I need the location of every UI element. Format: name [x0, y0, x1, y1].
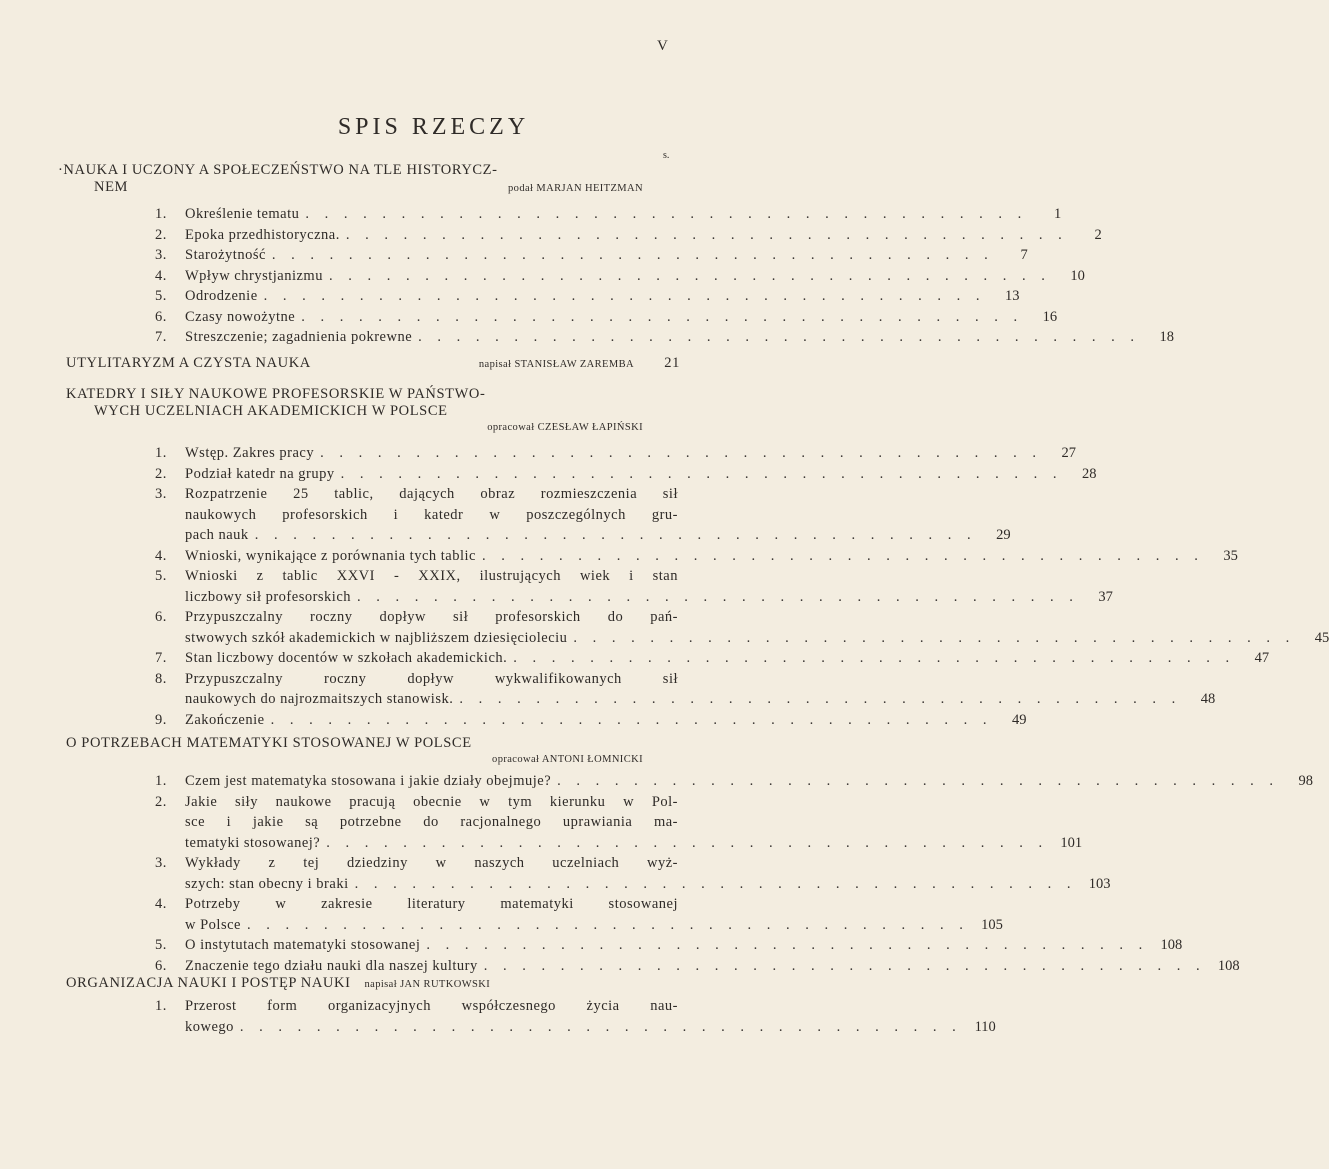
dot-leader: . . . . . . . . . . . . . . . . . . . . . . . . . . . . . . . . . . . . . .: [263, 288, 986, 304]
page-column-label: s.: [663, 150, 670, 161]
toc-entry: [155, 935, 1183, 956]
entry-line: [185, 792, 678, 813]
entry-page: 108: [1217, 957, 1240, 974]
entry-page: 105: [981, 916, 1003, 933]
dot-leader: . . . . . . . . . . . . . . . . . . . . . . . . . . . . . . . . . . . . . .: [481, 547, 1204, 564]
entry-line: [185, 956, 1240, 977]
toc-entry: [155, 443, 1076, 464]
entry-line: [185, 484, 678, 505]
entry-page: 18: [1159, 329, 1175, 345]
entry-text: szych: stan obecny i braki: [185, 875, 349, 892]
entry-number: 1.: [155, 445, 167, 461]
toc-entry: [155, 245, 1028, 266]
entry-page: 45: [1314, 629, 1329, 646]
section-title: KATEDRY I SIŁY NAUKOWE PROFESORSKIE W PAŃSTWO-: [66, 386, 486, 402]
dot-leader: . . . . . . . . . . . . . . . . . . . . . . . . . . . . . . . . . . . . . .: [483, 957, 1206, 974]
section-title: O POTRZEBACH MATEMATYKI STOSOWANEJ W POLSCE: [66, 735, 472, 751]
entry-text: stwowych szkół akademickich w najbliższem dziesięcioleciu: [185, 629, 568, 646]
entry-text: Podział katedr na grupy: [185, 465, 335, 482]
page-number: V: [657, 38, 668, 54]
entry-line: [185, 915, 1003, 936]
entry-body: [185, 935, 1183, 956]
entry-text: Wykłady z tej dziedziny w naszych uczelniach wyż-: [185, 855, 678, 871]
entry-page: 29: [996, 527, 1011, 543]
entry-line: [185, 853, 678, 874]
entry-text: Wnioski z tablic XXVI - XXIX, ilustrujących wiek i stan: [185, 568, 678, 584]
entry-page: 35: [1223, 547, 1238, 564]
section-heading: [66, 355, 680, 372]
dot-leader: . . . . . . . . . . . . . . . . . . . . . . . . . . . . . . . . . . . . . .: [557, 773, 1280, 789]
dot-leader: . . . . . . . . . . . . . . . . . . . . . . . . . . . . . . . . . . . . . .: [239, 1018, 962, 1035]
entry-body: [185, 566, 1113, 607]
entry-list: [155, 204, 1175, 348]
dot-leader: . . . . . . . . . . . . . . . . . . . . . . . . . . . . . . . . . . . . . .: [357, 588, 1079, 605]
entry-line: [185, 996, 678, 1017]
entry-text: Wpływ chrystjanizmu: [185, 267, 323, 284]
entry-body: [185, 307, 1058, 328]
entry-line: [185, 648, 1270, 669]
entry-line: [185, 443, 1076, 464]
entry-text: Stan liczbowy docentów w szkołach akademickich.: [185, 650, 508, 666]
entry-line: [185, 245, 1028, 266]
entry-line: [185, 1017, 996, 1038]
section-heading: [66, 386, 680, 433]
entry-body: [185, 546, 1238, 567]
entry-text: Zakończenie: [185, 711, 265, 728]
entry-number: 2.: [155, 226, 167, 243]
dot-leader: . . . . . . . . . . . . . . . . . . . . . . . . . . . . . . . . . . . . . .: [426, 937, 1149, 953]
section-byline: podał MARJAN HEITZMAN: [508, 183, 643, 194]
entry-page: 16: [1042, 308, 1058, 325]
entry-number: 9.: [155, 711, 167, 728]
dot-leader: . . . . . . . . . . . . . . . . . . . . . . . . . . . . . . . . . . . . . .: [345, 226, 1068, 243]
dot-leader: . . . . . . . . . . . . . . . . . . . . . . . . . . . . . . . . . . . . . .: [326, 834, 1049, 851]
entry-line: [185, 874, 1111, 895]
entry-page: 110: [974, 1018, 996, 1035]
toc-entry: [155, 853, 1111, 894]
toc-entry: [155, 669, 1216, 710]
entry-line: [185, 546, 1238, 567]
entry-number: 7.: [155, 329, 167, 345]
entry-body: [185, 792, 1083, 854]
entry-text: tematyki stosowanej?: [185, 834, 321, 851]
entry-page: 103: [1088, 875, 1111, 892]
entry-line: [185, 607, 678, 628]
toc-entry: [155, 710, 1027, 731]
entry-line: [185, 566, 678, 587]
entry-body: [185, 894, 1003, 935]
entry-number: 6.: [155, 957, 167, 974]
section-byline: napisał JAN RUTKOWSKI: [364, 979, 491, 990]
entry-page: 37: [1098, 588, 1113, 605]
entry-body: [185, 204, 1062, 225]
entry-number: 3.: [155, 486, 167, 502]
toc-entry: [155, 546, 1238, 567]
entry-line: [185, 505, 678, 526]
entry-body: [185, 669, 1216, 710]
entry-page: 47: [1254, 650, 1270, 666]
dot-leader: . . . . . . . . . . . . . . . . . . . . . . . . . . . . . . . . . . . . . .: [320, 445, 1042, 461]
entry-text: naukowych do najrozmaitszych stanowisk.: [185, 691, 454, 707]
entry-line: [185, 266, 1085, 287]
entry-line: [185, 833, 1083, 854]
entry-page: 13: [1005, 288, 1020, 304]
entry-page: 27: [1061, 445, 1076, 461]
entry-body: [185, 484, 1011, 546]
entry-line: [185, 669, 678, 690]
section-heading: [58, 162, 680, 196]
entry-line: [185, 464, 1097, 485]
entry-number: 5.: [155, 288, 167, 304]
entry-body: [185, 710, 1027, 731]
dot-leader: . . . . . . . . . . . . . . . . . . . . . . . . . . . . . . . . . . . . . .: [246, 916, 969, 933]
toc-entry: [155, 286, 1020, 307]
toc-entry: [155, 996, 996, 1037]
entry-number: 4.: [155, 267, 167, 284]
section-title-continued: NEM: [94, 179, 129, 195]
toc-entry: [155, 956, 1240, 977]
entry-page: 48: [1200, 691, 1216, 707]
dot-leader: . . . . . . . . . . . . . . . . . . . . . . . . . . . . . . . . . . . . . .: [340, 465, 1063, 482]
entry-body: [185, 443, 1076, 464]
entry-text: Wnioski, wynikające z porównania tych tablic: [185, 547, 476, 564]
toc-entry: [155, 484, 1011, 546]
entry-page: 101: [1060, 834, 1083, 851]
entry-body: [185, 225, 1102, 246]
entry-list: [155, 996, 996, 1037]
toc-entry: [155, 607, 1329, 648]
toc-entry: [155, 566, 1113, 607]
entry-number: 5.: [155, 568, 167, 584]
entry-body: [185, 771, 1314, 792]
entry-list: [155, 443, 1329, 730]
entry-number: 3.: [155, 855, 167, 871]
toc-entry: [155, 648, 1270, 669]
entry-text: Streszczenie; zagadnienia pokrewne: [185, 329, 413, 345]
entry-number: 6.: [155, 609, 167, 625]
entry-body: [185, 464, 1097, 485]
entry-number: 6.: [155, 308, 167, 325]
section-byline: opracował ANTONI ŁOMNICKI: [492, 754, 643, 765]
entry-line: [185, 894, 678, 915]
entry-body: [185, 286, 1020, 307]
section-title: UTYLITARYZM A CZYSTA NAUKA: [66, 355, 311, 371]
section-heading: [66, 735, 680, 765]
toc-entry: [155, 327, 1175, 348]
entry-text: Przypuszczalny roczny dopływ wykwalifikowanych sił: [185, 670, 678, 687]
entry-line: [185, 286, 1020, 307]
dot-leader: . . . . . . . . . . . . . . . . . . . . . . . . . . . . . . . . . . . . . .: [328, 267, 1051, 284]
entry-line: [185, 771, 1314, 792]
entry-number: 4.: [155, 547, 167, 564]
entry-page: 49: [1011, 711, 1027, 728]
entry-page: 2: [1094, 226, 1102, 243]
entry-number: 8.: [155, 670, 167, 687]
entry-text: sce i jakie są potrzebne do racjonalnego uprawiania ma-: [185, 814, 678, 830]
section-title-continued: WYCH UCZELNIACH AKADEMICKICH W POLSCE: [94, 403, 448, 419]
entry-body: [185, 266, 1085, 287]
entry-text: Rozpatrzenie 25 tablic, dających obraz rozmieszczenia sił: [185, 486, 678, 502]
toc-entry: [155, 204, 1062, 225]
entry-text: kowego: [185, 1018, 234, 1035]
section-page: 21: [664, 355, 680, 371]
entry-page: 7: [1020, 247, 1028, 263]
entry-text: Odrodzenie: [185, 288, 258, 304]
entry-line: [185, 710, 1027, 731]
entry-number: 5.: [155, 937, 167, 953]
entry-line: [185, 307, 1058, 328]
entry-text: Znaczenie tego działu nauki dla naszej kultury: [185, 957, 478, 974]
section-byline: opracował CZESŁAW ŁAPIŃSKI: [487, 422, 643, 433]
entry-number: 2.: [155, 465, 167, 482]
entry-text: Jakie siły naukowe pracują obecnie w tym kierunku w Pol-: [185, 793, 678, 810]
entry-line: [185, 225, 1102, 246]
entry-body: [185, 648, 1270, 669]
toc-entry: [155, 894, 1003, 935]
entry-number: 1.: [155, 773, 167, 789]
entry-text: Czem jest matematyka stosowana i jakie działy obejmuje?: [185, 773, 552, 789]
entry-page: 10: [1070, 267, 1085, 284]
entry-line: [185, 935, 1183, 956]
entry-body: [185, 607, 1329, 648]
entry-number: 4.: [155, 896, 167, 912]
entry-page: 108: [1160, 937, 1183, 953]
toc-entry: [155, 464, 1097, 485]
entry-page: 1: [1054, 206, 1062, 222]
entry-body: [185, 245, 1028, 266]
toc-entry: [155, 792, 1083, 854]
page-title: SPIS RZECZY: [337, 114, 530, 140]
entry-line: [185, 204, 1062, 225]
entry-body: [185, 956, 1240, 977]
dot-leader: . . . . . . . . . . . . . . . . . . . . . . . . . . . . . . . . . . . . . .: [459, 691, 1182, 707]
dot-leader: . . . . . . . . . . . . . . . . . . . . . . . . . . . . . . . . . . . . . .: [271, 247, 994, 263]
dot-leader: . . . . . . . . . . . . . . . . . . . . . . . . . . . . . . . . . . . . . .: [270, 711, 993, 728]
entry-text: O instytutach matematyki stosowanej: [185, 937, 421, 953]
entry-text: Epoka przedhistoryczna.: [185, 226, 340, 243]
entry-page: 28: [1082, 465, 1097, 482]
section-heading: [66, 975, 680, 992]
entry-body: [185, 853, 1111, 894]
entry-text: Wstęp. Zakres pracy: [185, 445, 315, 461]
entry-line: [185, 587, 1113, 608]
entry-body: [185, 996, 996, 1037]
entry-number: 3.: [155, 247, 167, 263]
entry-line: [185, 812, 678, 833]
entry-text: Określenie tematu: [185, 206, 300, 222]
entry-list: [155, 771, 1314, 976]
entry-text: Starożytność: [185, 247, 266, 263]
entry-number: 1.: [155, 998, 167, 1014]
entry-text: Czasy nowożytne: [185, 308, 296, 325]
entry-line: [185, 628, 1329, 649]
toc-entry: [155, 307, 1058, 328]
entry-text: Potrzeby w zakresie literatury matematyki stosowanej: [185, 896, 678, 912]
entry-text: naukowych profesorskich i katedr w poszczególnych gru-: [185, 506, 678, 523]
entry-number: 1.: [155, 206, 167, 222]
entry-text: pach nauk: [185, 527, 249, 543]
dot-leader: . . . . . . . . . . . . . . . . . . . . . . . . . . . . . . . . . . . . . .: [418, 329, 1141, 345]
toc-entry: [155, 771, 1314, 792]
dot-leader: . . . . . . . . . . . . . . . . . . . . . . . . . . . . . . . . . . . . . .: [513, 650, 1236, 666]
entry-number: 7.: [155, 650, 167, 666]
entry-body: [185, 327, 1175, 348]
entry-line: [185, 689, 1216, 710]
entry-text: Przypuszczalny roczny dopływ sił profesorskich do pań-: [185, 609, 678, 625]
toc-entry: [155, 225, 1102, 246]
dot-leader: . . . . . . . . . . . . . . . . . . . . . . . . . . . . . . . . . . . . . .: [301, 308, 1024, 325]
entry-text: w Polsce: [185, 916, 241, 933]
entry-page: 98: [1298, 773, 1314, 789]
entry-number: 2.: [155, 793, 167, 810]
section-title: ·NAUKA I UCZONY A SPOŁECZEŃSTWO NA TLE HISTORYCZ-: [58, 162, 498, 178]
dot-leader: . . . . . . . . . . . . . . . . . . . . . . . . . . . . . . . . . . . . . .: [305, 206, 1028, 222]
dot-leader: . . . . . . . . . . . . . . . . . . . . . . . . . . . . . . . . . . . . . .: [254, 527, 977, 543]
entry-text: liczbowy sił profesorskich: [185, 588, 352, 605]
dot-leader: . . . . . . . . . . . . . . . . . . . . . . . . . . . . . . . . . . . . . .: [354, 875, 1077, 892]
dot-leader: . . . . . . . . . . . . . . . . . . . . . . . . . . . . . . . . . . . . . .: [573, 629, 1296, 646]
entry-text: Przerost form organizacyjnych współczesnego życia nau-: [185, 998, 678, 1014]
section-byline: napisał STANISŁAW ZAREMBA: [478, 359, 634, 370]
entry-line: [185, 525, 1011, 546]
toc-entry: [155, 266, 1085, 287]
entry-line: [185, 327, 1175, 348]
section-title: ORGANIZACJA NAUKI I POSTĘP NAUKI: [66, 975, 351, 991]
